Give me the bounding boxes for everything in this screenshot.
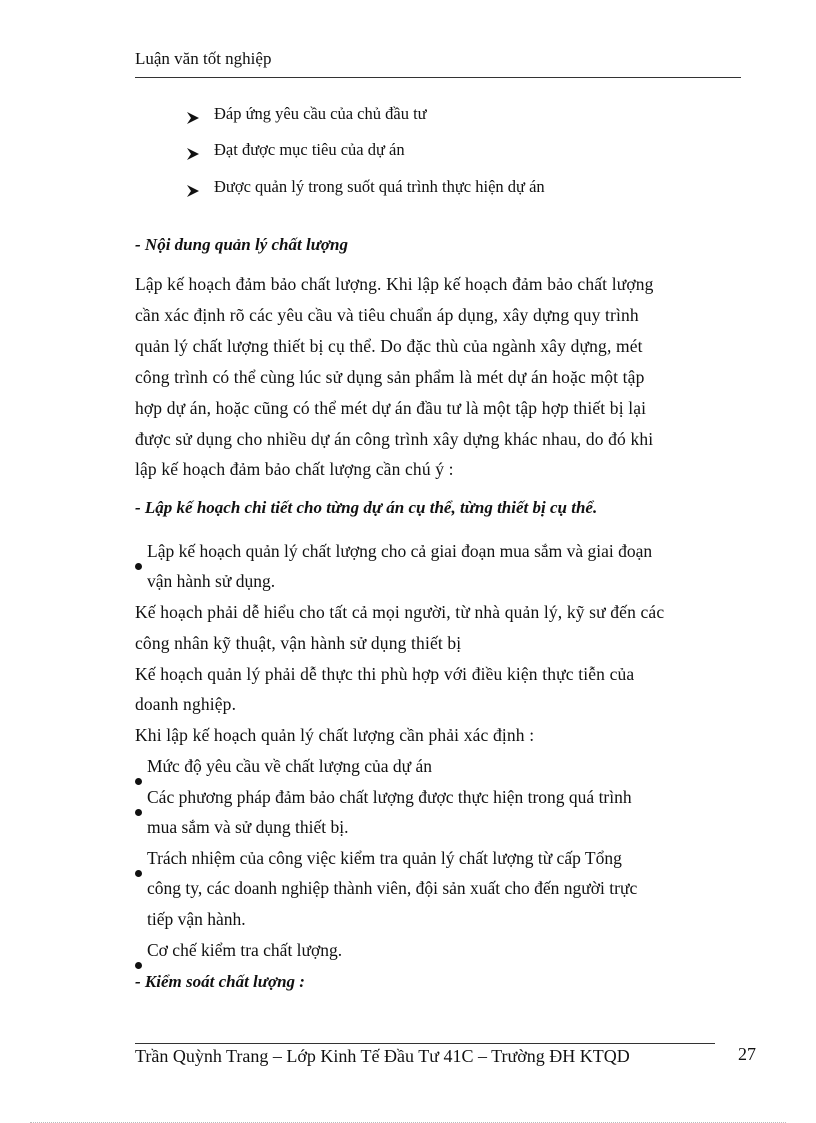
bullet-dot-icon [135, 563, 142, 570]
paragraph-line: cần xác định rõ các yêu cầu và tiêu chuẩn áp dụng, xây dựng quy trình [135, 305, 639, 325]
paragraph-line: Kế hoạch phải dễ hiểu cho tất cả mọi người, từ nhà quản lý, kỹ sư đến các [135, 602, 665, 622]
paragraph-line: công trình có thể cùng lúc sử dụng sản phẩm là mét dự án hoặc một tập [135, 367, 645, 387]
bullet-dot-icon [135, 870, 142, 877]
bullet-line: Cơ chế kiểm tra chất lượng. [147, 940, 343, 960]
running-header: Luận văn tốt nghiệp [135, 49, 272, 68]
bullet-line: tiếp vận hành. [147, 909, 246, 929]
paragraph-line: Kế hoạch quản lý phải dễ thực thi phù hợp với điều kiện thực tiễn của [135, 664, 635, 684]
paragraph-line: Khi lập kế hoạch quản lý chất lượng cần phải xác định : [135, 725, 535, 745]
paragraph-line: lập kế hoạch đảm bảo chất lượng cần chú ý : [135, 459, 454, 479]
paragraph-line: Lập kế hoạch đảm bảo chất lượng. Khi lập kế hoạch đảm bảo chất lượng [135, 274, 654, 294]
bullet-line: Các phương pháp đảm bảo chất lượng được thực hiện trong quá trình [147, 787, 632, 807]
bullet-line: Lập kế hoạch quản lý chất lượng cho cả giai đoạn mua sắm và giai đoạn [147, 541, 653, 561]
bullet-dot-icon [135, 778, 142, 785]
section-heading-quality-control: - Kiểm soát chất lượng : [135, 972, 305, 991]
paragraph-line: quản lý chất lượng thiết bị cụ thể. Do đặc thù của ngành xây dựng, mét [135, 336, 643, 356]
bullet-line: mua sắm và sử dụng thiết bị. [147, 817, 349, 837]
bullet-dot-icon [135, 809, 142, 816]
paragraph-line: công nhân kỹ thuật, vận hành sử dụng thiết bị [135, 633, 462, 653]
page-number: 27 [738, 1044, 756, 1064]
arrow-bullet-icon [186, 147, 200, 161]
section-heading-detailed-plan: - Lập kế hoạch chi tiết cho từng dự án cụ thể, từng thiết bị cụ thể. [135, 498, 598, 517]
footer-author-line: Trần Quỳnh Trang – Lớp Kinh Tế Đầu Tư 41C – Trường ĐH KTQD [135, 1046, 630, 1066]
paragraph-line: hợp dự án, hoặc cũng có thể mét dự án đầu tư là một tập hợp thiết bị lại [135, 398, 647, 418]
paragraph-line: được sử dụng cho nhiều dự án công trình xây dựng khác nhau, do đó khi [135, 429, 654, 449]
bullet-line: Trách nhiệm của công việc kiểm tra quản lý chất lượng từ cấp Tổng [147, 848, 622, 868]
paragraph-line: doanh nghiệp. [135, 694, 237, 714]
goal-text: Được quản lý trong suốt quá trình thực hiện dự án [214, 177, 545, 196]
goal-text: Đáp ứng yêu cầu của chủ đầu tư [214, 104, 427, 123]
goal-text: Đạt được mục tiêu của dự án [214, 140, 405, 159]
arrow-bullet-icon [186, 184, 200, 198]
bullet-dot-icon [135, 962, 142, 969]
arrow-bullet-icon [186, 111, 200, 125]
bullet-line: Mức độ yêu cầu về chất lượng của dự án [147, 756, 433, 776]
bullet-line: vận hành sử dụng. [147, 571, 276, 591]
header-rule [135, 77, 741, 78]
bullet-line: công ty, các doanh nghiệp thành viên, đội sản xuất cho đến người trực [147, 878, 638, 898]
footer-rule [135, 1043, 715, 1044]
section-heading-quality-content: - Nội dung quản lý chất lượng [135, 235, 348, 254]
